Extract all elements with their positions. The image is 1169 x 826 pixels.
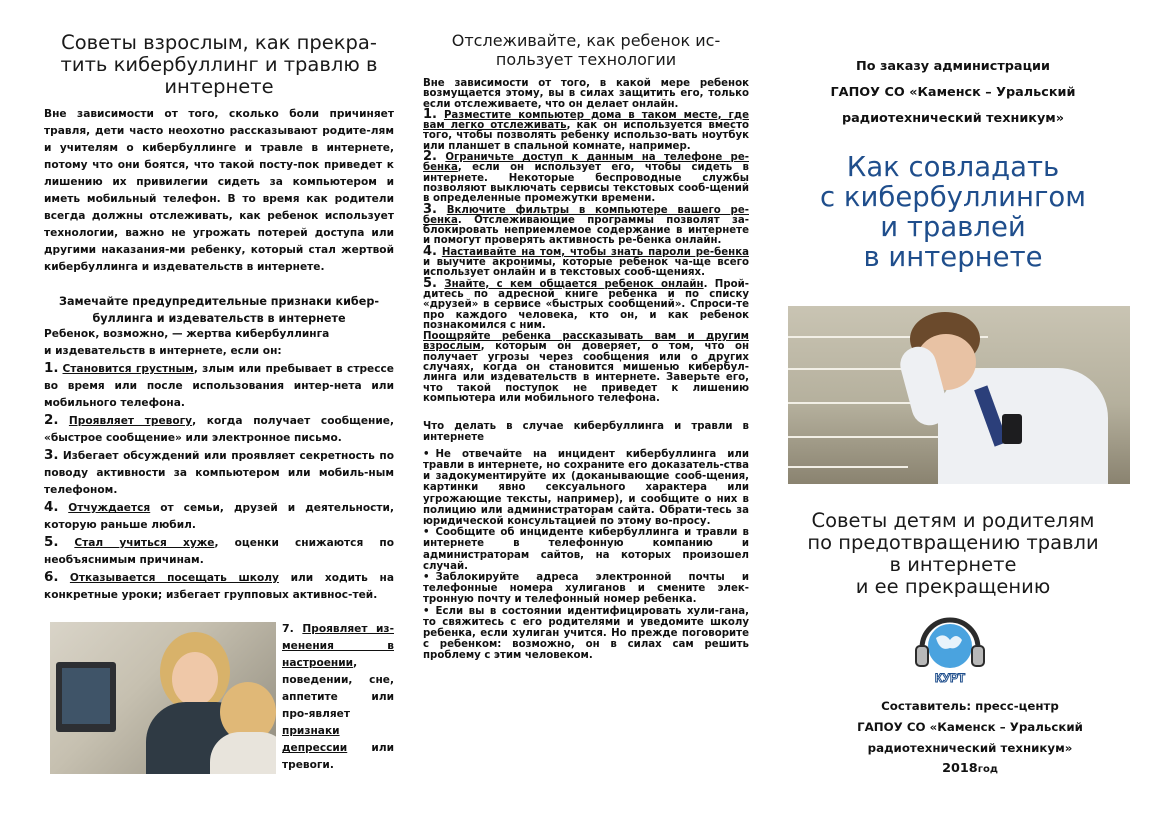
list-item [423, 106, 750, 152]
list-item [44, 499, 394, 534]
item-text: , как он используется вместо того, чтобы позволять ребенку использо-вать ноутбук или планшет в спальной комнате, например. [423, 120, 750, 152]
compiler-text: Составитель: пресс-центр ГАПОУ СО «Каменск – Уральский радиотехнический техникум» [857, 699, 1083, 755]
signs-list [44, 360, 394, 604]
action-text: Если вы в состоянии идентифицировать хули-гана, то свяжитесь с его родителями и уведомите школу ребенка, если хулиган учится. Но прежде поговорите с ребенком: возможно, он в силах сам решить проблему с этим человеком. [423, 605, 749, 662]
col2-intro: Вне зависимости от того, в какой мере ребенок возмущается этому, вы в силах защитить его, только если отслеживаете, что он делает онлайн. [423, 78, 749, 110]
item-text: . Отслеживающие программы позволят за-блокировать неприемлемое содержание в интернете и помогут проверять активность ре-бенка онлайн. [423, 214, 749, 247]
item-lead: Отчуждается [68, 502, 151, 514]
item-text: , когда получает сообщение, «быстрое сообщение» или электронное письмо. [44, 415, 395, 444]
list-item [44, 534, 394, 569]
item-lead: Ограничьте доступ к данным на телефоне ре-бенка [423, 152, 749, 174]
item-lead: Включите фильтры в компьютере вашего ре-бенка [423, 204, 749, 226]
sign-7-number: 7. [282, 622, 294, 635]
item-lead: Настаивайте на том, чтобы знать пароли ре-бенка [441, 246, 749, 258]
item-number: 3. [423, 201, 437, 217]
list-item [44, 360, 394, 412]
list-item [423, 149, 749, 205]
item-lead: Стал учиться хуже [74, 537, 215, 549]
list-item [423, 201, 749, 247]
item-text: , если он использует его, чтобы сидеть в интернете. Некоторые беспроводные службы позволяют выключать сервисы текстовых сооб-щений в определенные промежутки времени. [423, 162, 749, 205]
item-lead: Отказывается посещать школу [69, 572, 279, 584]
list-item [423, 275, 749, 331]
depression-signs-link[interactable]: признаки депрессии [282, 725, 348, 754]
mother-daughter-photo [50, 622, 276, 774]
year-suffix: год [977, 764, 998, 775]
item-lead: Становится грустным [62, 363, 194, 375]
column-adult-advice [44, 0, 394, 604]
action-text: Заблокируйте адреса электронной почты и телефонные номера хулиганов и смените элек-тронную почту и телефонный номер ребенка. [423, 572, 749, 606]
action-item [423, 527, 749, 572]
item-text: от семьи, друзей и деятельности, которую раньше любил. [44, 502, 394, 531]
action-text: Не отвечайте на инцидент кибербуллинга или травли в интернете, но сохраните его доказатель-ства и задокументируйте их (доканывающие сооб-щения, картинки явно сексуального характера или угрожающие тексты, например), и сообщите о них в полицию или администраторам сайта. Обрати-тесь за юридической консультацией по этому во-просу. [423, 448, 749, 528]
action-text: Сообщите об инциденте кибербуллинга и травли в интернете в телефонную компанию и администраторам сайтов, на которых произошел случай. [423, 527, 749, 572]
action-heading: Что делать в случае кибербуллинга и травли в интернете [423, 421, 749, 443]
item-text: . Прой-дитесь по адресной книге ребенка и по списку «друзей» в сервисе «быстрых сообщений». Спроси-те про каждого человека, кто он, и как ребенок познакомился с ним. [423, 278, 749, 331]
item-text: , которым он доверяет, о том, что он получает угрозы через сообщения или о других случаях, когда он становится мишенью кибербул-линга или издевательств в интернете. Заверьте его, что такой поступок не приведет к лишению компьютера или мобильного телефона. [423, 341, 749, 404]
item-text: , оценки снижаются по необъяснимым причинам. [44, 537, 395, 566]
item-text: Избегает обсуждений или проявляет секретность по поводу активности за компьютером или мобиль-ным телефоном. [44, 450, 395, 496]
list-item [423, 243, 749, 279]
list-item [44, 569, 394, 604]
year [800, 760, 1140, 779]
item-text: , злым или пребывает в стрессе во время или после использования интер-нета или мобильного телефона. [44, 363, 394, 409]
item-text: или ходить на конкретные уроки; избегает групповых активнос-тей. [44, 572, 394, 601]
col1-title: Советы взрослым, как прекра- тить кибербуллинг и травлю в интернете [60, 31, 378, 98]
item-number: 2. [423, 149, 437, 165]
item-number: 2. [44, 412, 59, 428]
sign-7-mid: , поведении, сне, аппетите или про-являет [282, 657, 394, 720]
item-number: 6. [44, 569, 59, 585]
action-item [423, 606, 749, 662]
item-number: 5. [423, 275, 437, 291]
main-title: Как совладать с кибербуллингом и травлей в интернете [820, 151, 1086, 273]
item-number: 4. [44, 499, 59, 515]
sign-7-lead: Проявляет из-менения в настроении [282, 623, 394, 669]
actions-list [423, 449, 749, 662]
steps-list [423, 106, 750, 404]
item-lead: Разместите компьютер дома в таком месте, где вам легко отслеживать [423, 109, 750, 132]
item-number: 1. [44, 360, 59, 376]
item-lead: Проявляет тревогу [68, 415, 193, 427]
action-item [423, 572, 749, 606]
bullet-icon: • [423, 527, 430, 539]
item-text: и выучите акронимы, которые ребенок ча-ще всего использует онлайн и в текстовых сооб-щениях. [423, 257, 749, 279]
sad-boy-photo [788, 306, 1130, 484]
col2-title: Отслеживайте, как ребенок ис- пользует технологии [451, 31, 721, 69]
signs-heading: Замечайте предупредительные признаки кибер- буллинга и издевательств в интернете [59, 295, 379, 325]
bullet-icon: • [423, 605, 430, 617]
action-item [423, 449, 749, 527]
item-number: 5. [44, 534, 59, 550]
item-lead: Поощряйте ребенка рассказывать вам и другим взрослым [423, 331, 749, 353]
item-number: 1. [423, 106, 437, 122]
column-monitor-technology [423, 0, 749, 662]
item-lead: Знайте, с кем общается ребенок онлайн [444, 278, 704, 290]
year-number: 2018 [942, 761, 978, 776]
order-text: По заказу администрации ГАПОУ СО «Каменск – Уральский радиотехнический техникум» [830, 59, 1076, 126]
svg-text:КУРТ: КУРТ [934, 671, 966, 685]
sign-7 [282, 620, 394, 774]
item-number: 3. [44, 447, 59, 463]
bullet-icon: • [423, 572, 430, 584]
kurt-logo [912, 612, 988, 688]
list-item [423, 331, 749, 404]
list-item [44, 412, 394, 447]
signs-intro: Ребенок, возможно, — жертва кибербуллинга и издевательств в интернете, если он: [44, 328, 330, 357]
bullet-icon: • [423, 448, 430, 460]
item-number: 4. [423, 243, 437, 259]
sign-7-end: или тревоги. [282, 742, 394, 771]
advice-subtitle: Советы детям и родителям по предотвращению травли в интернете и ее прекращению [807, 509, 1099, 598]
col1-intro: Вне зависимости от того, сколько боли причиняет травля, дети часто неохотно рассказывают родите-лям и учителям о кибербуллинге и травле в интернете, потому что они боятся, что такой посту-пок приведет к лишению их привилегии сидеть за компьютером и иметь мобильный телефон. В то время как родители всегда должны отслеживать, как ребенок использует технологии, важно не угрожать потерей доступа или другими наказания-ми ребенку, который стал жертвой кибербуллинга и издевательств в интернете. [44, 108, 394, 273]
list-item [44, 447, 394, 499]
column-cover [778, 0, 1128, 272]
